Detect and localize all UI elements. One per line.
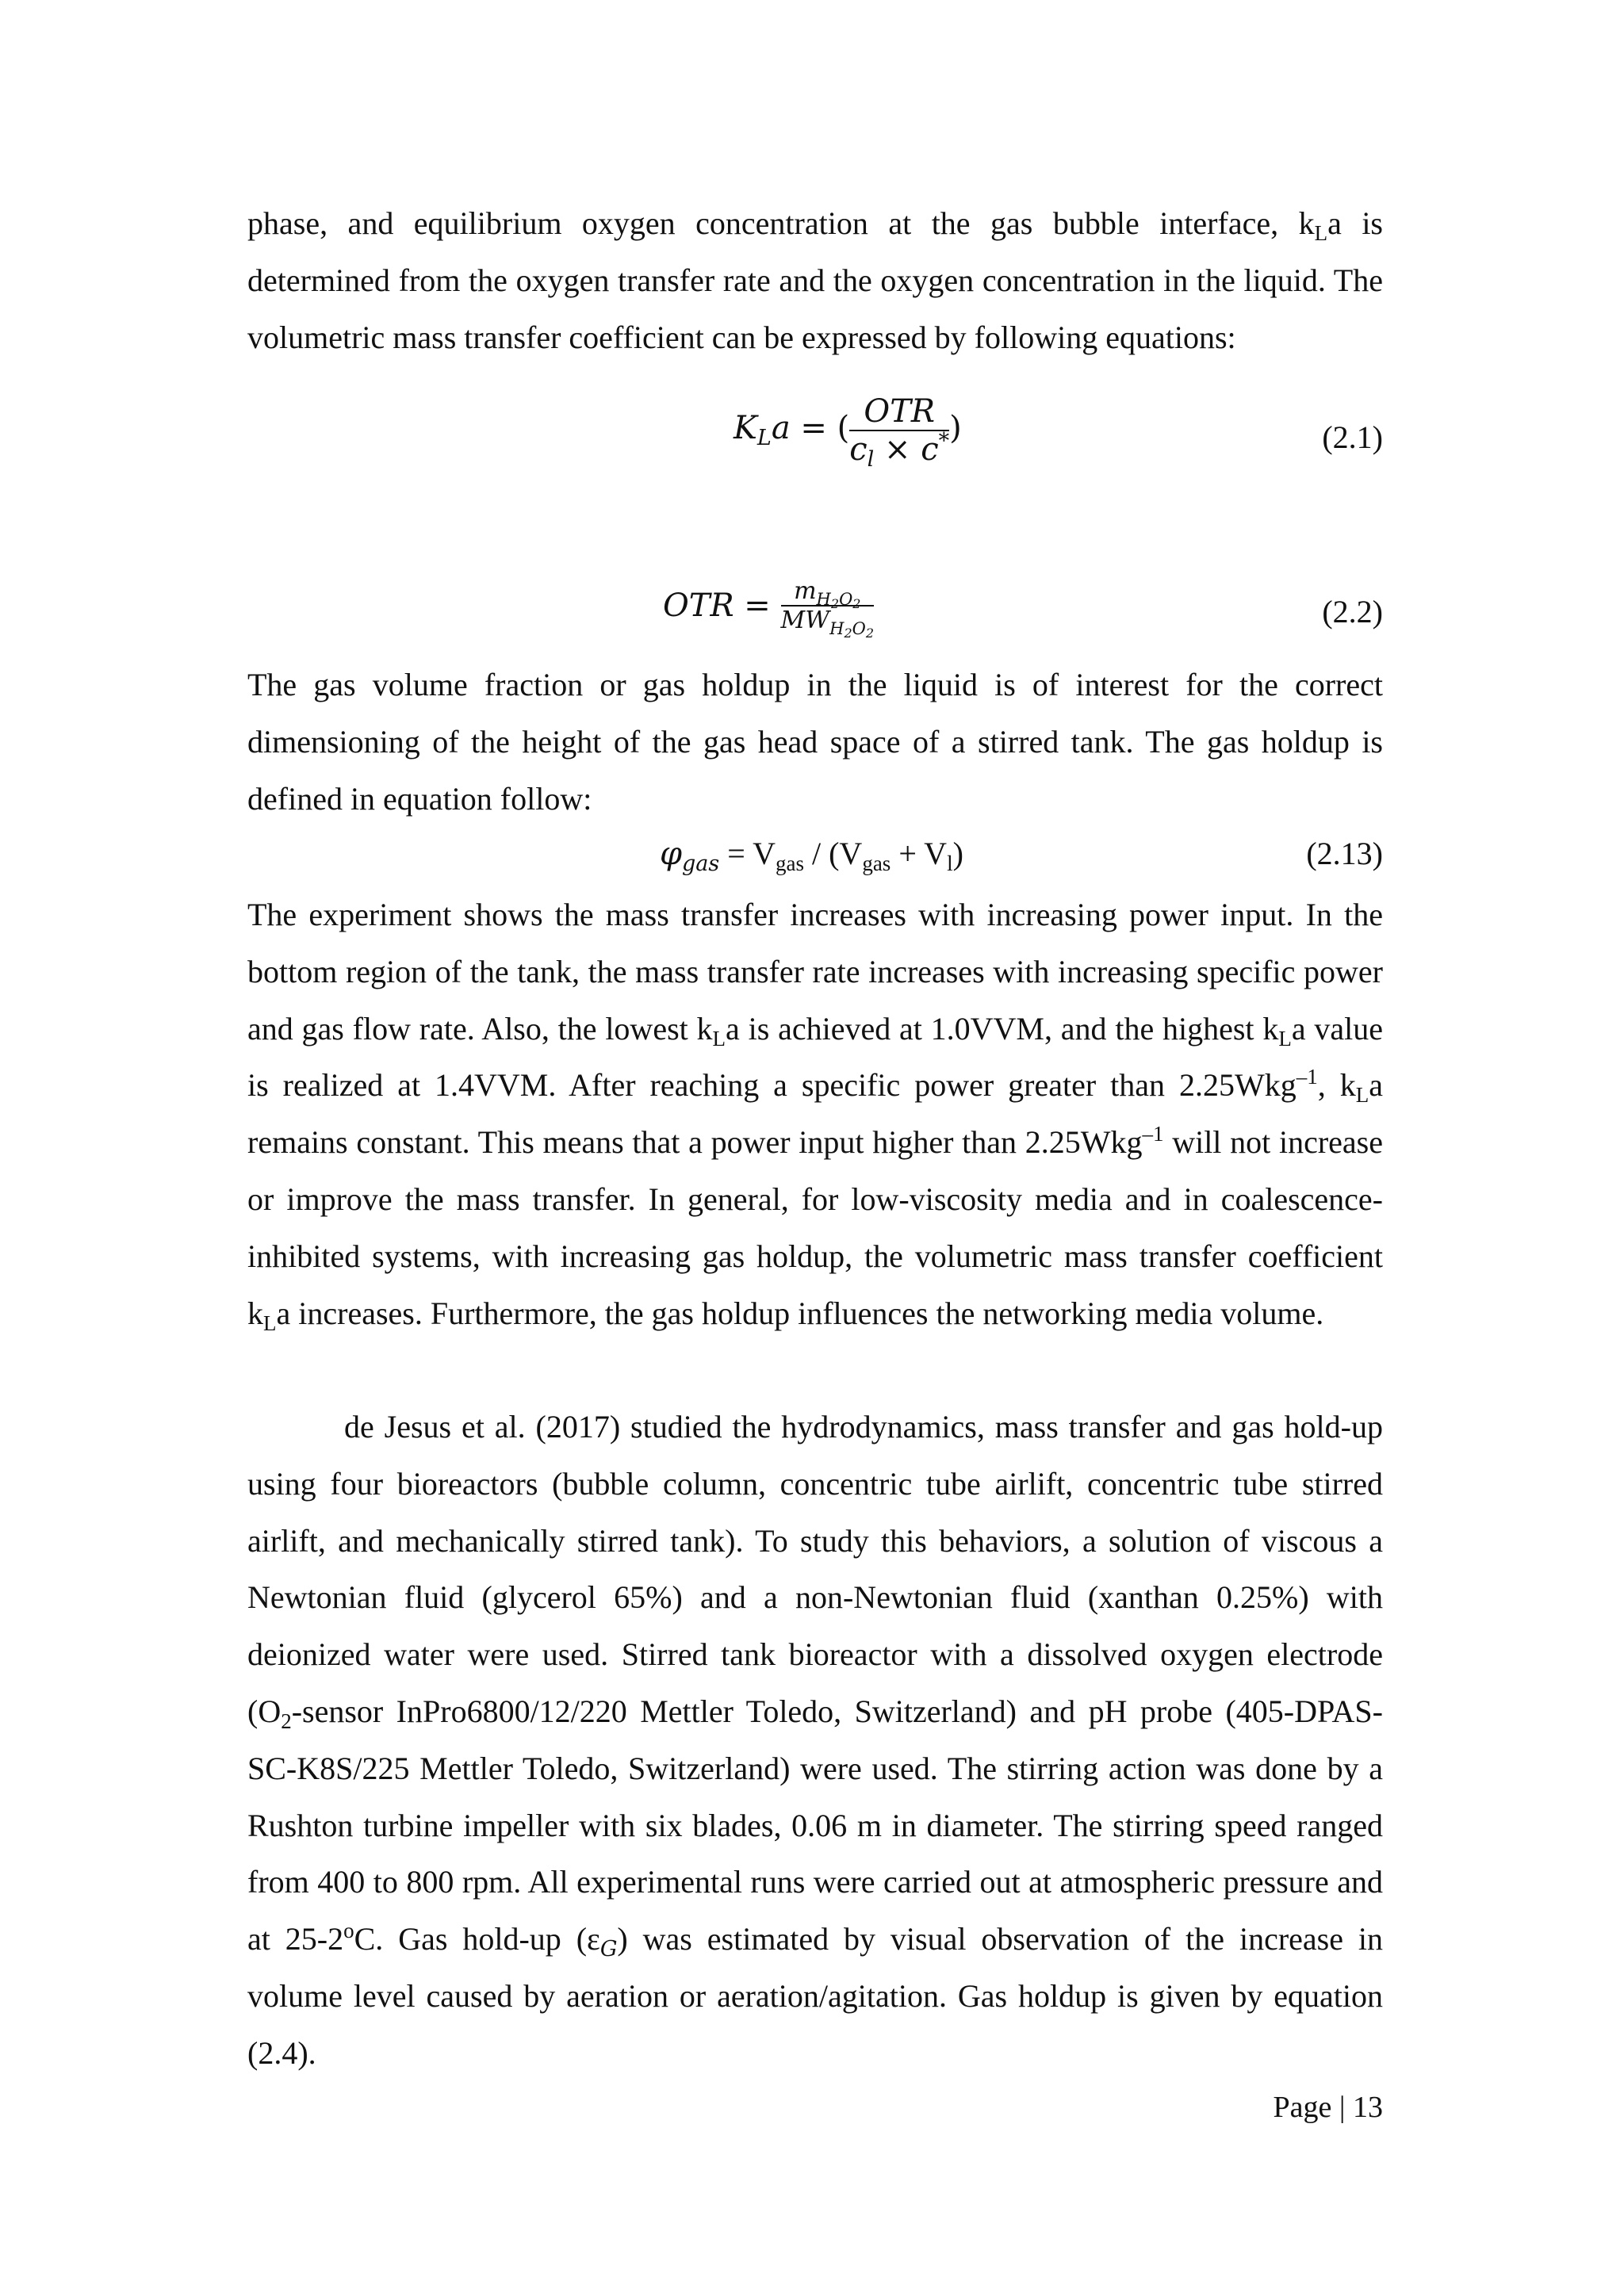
eq-subscript: l (867, 447, 875, 472)
paragraph-de-jesus (247, 1399, 1383, 2082)
eq-subscript: gas (862, 851, 891, 875)
eq-subscript: l (947, 851, 953, 875)
eq-fraction (849, 393, 950, 472)
superscript: –1 (1142, 1122, 1164, 1146)
eq-subscript: 2 (830, 596, 840, 611)
text-run: ) was estimated by visual observation of the increase in volume level caused by aeration or aeration/agitation. Gas holdup is given by equation (2.4). (247, 1921, 1384, 2071)
eq-superscript: * (938, 429, 950, 453)
superscript: –1 (1296, 1065, 1318, 1089)
eq-subscript: gas (682, 851, 720, 876)
eq-subscript: O (839, 590, 853, 609)
subscript: L (1314, 221, 1328, 245)
text-run: -sensor InPro6800/12/220 Mettler Toledo, Switzerland) and pH probe (405-DPAS-SC-K8S/225 Mettler Toledo, Switzerland) were used. The stirring action was done by a Rushton turbine impeller with six blades, 0.06 m in diameter. The stirring speed ranged from 400 to 800 rpm. All experimental runs were carried out at atmospheric pressure and at 25-2 (247, 1693, 1383, 1957)
eq-symbol: K (733, 410, 757, 446)
eq-term: + V (891, 836, 948, 871)
eq-term: ) (952, 836, 963, 871)
subscript: L (263, 1311, 277, 1335)
eq-operator: ) (949, 410, 962, 446)
eq-subscript: O (852, 619, 866, 638)
eq-denominator (780, 607, 875, 641)
text-run: a is determined from the oxygen transfer rate and the oxygen concentration in the liquid. The volumetric mass transfer coefficient can be expressed by following equations: (247, 205, 1383, 355)
eq-subscript: 2 (852, 596, 861, 611)
eq-symbol: φ (660, 836, 683, 872)
paragraph-intro (247, 195, 1383, 365)
eq-symbol: × c (874, 431, 939, 468)
paragraph-gas-holdup: The gas volume fraction or gas holdup in the liquid is of interest for the correct dimensioning of the height of the gas head space of a stirred tank. The gas holdup is defined in equation follow: (247, 667, 1383, 817)
text-run: The experiment shows the mass transfer increases with increasing power input. In the bottom region of the tank, the mass transfer rate increases with increasing specific power and gas flow rate. Also, the lowest k (247, 897, 1383, 1047)
superscript: o (343, 1919, 354, 1943)
eq-numerator: OTR (864, 393, 935, 430)
text-run: phase, and equilibrium oxygen concentration at the gas bubble interface, k (247, 205, 1315, 241)
eq-denominator (849, 429, 950, 472)
text-run: a remains constant. This means that a power input higher than 2.25Wkg (247, 1067, 1384, 1161)
text-run: will not increase or improve the mass transfer. In general, for low-viscosity media and in coalescence-inhibited systems, with increasing gas holdup, the volumetric mass transfer coefficient k (247, 1124, 1383, 1331)
text-run: C. Gas hold-up (ε (354, 1921, 600, 1957)
text-run: , k (1317, 1067, 1356, 1104)
page-number: Page | 13 (1273, 2091, 1383, 2124)
equation-number: (2.13) (1306, 836, 1383, 871)
eq-subscript: H (829, 619, 845, 638)
text-run: a value is realized at 1.4VVM. After reaching a specific power greater than 2.25Wkg (247, 1010, 1383, 1104)
eq-subscript: 2 (865, 626, 875, 641)
eq-subscript: L (756, 426, 772, 450)
subscript: L (1355, 1083, 1369, 1108)
paragraph-experiment (247, 886, 1383, 1341)
equation-number: (2.1) (1322, 419, 1383, 455)
eq-numerator (781, 577, 874, 611)
eq-subscript: gas (776, 851, 804, 875)
eq-subscript: 2 (844, 626, 852, 641)
subscript: G (599, 1937, 618, 1962)
subscript: L (712, 1026, 726, 1050)
eq-lhs: OTR = (663, 587, 771, 624)
equation-2-2 (663, 577, 875, 641)
eq-symbol: c (849, 431, 868, 468)
eq-term: / (V (804, 836, 863, 871)
eq-symbol: MW (780, 607, 830, 634)
subscript: 2 (281, 1709, 292, 1733)
subscript: L (1278, 1026, 1292, 1050)
equation-2-13 (660, 835, 963, 876)
text-run: a increases. Furthermore, the gas holdup influences the networking media volume. (276, 1295, 1324, 1331)
eq-fraction (780, 577, 875, 641)
text-run: a is achieved at 1.0VVM, and the highest k (726, 1010, 1279, 1047)
eq-operator: = ( (800, 410, 850, 446)
eq-term: = V (719, 836, 776, 871)
equation-number: (2.2) (1322, 594, 1383, 629)
eq-symbol: m (794, 577, 817, 605)
eq-symbol: a (771, 410, 791, 446)
equation-2-1 (733, 393, 962, 472)
text-run: de Jesus et al. (2017) studied the hydrodynamics, mass transfer and gas hold-up using four bioreactors (bubble column, concentric tube airlift, concentric tube stirred airlift, and mechanically stirred tank). To study this behaviors, a solution of viscous a Newtonian fluid (glycerol 65%) and a non-Newtonian fluid (xanthan 0.25%) with deionized water were used. Stirred tank bioreactor with a dissolved oxygen electrode (O (247, 1409, 1383, 1729)
eq-subscript: H (816, 590, 831, 609)
